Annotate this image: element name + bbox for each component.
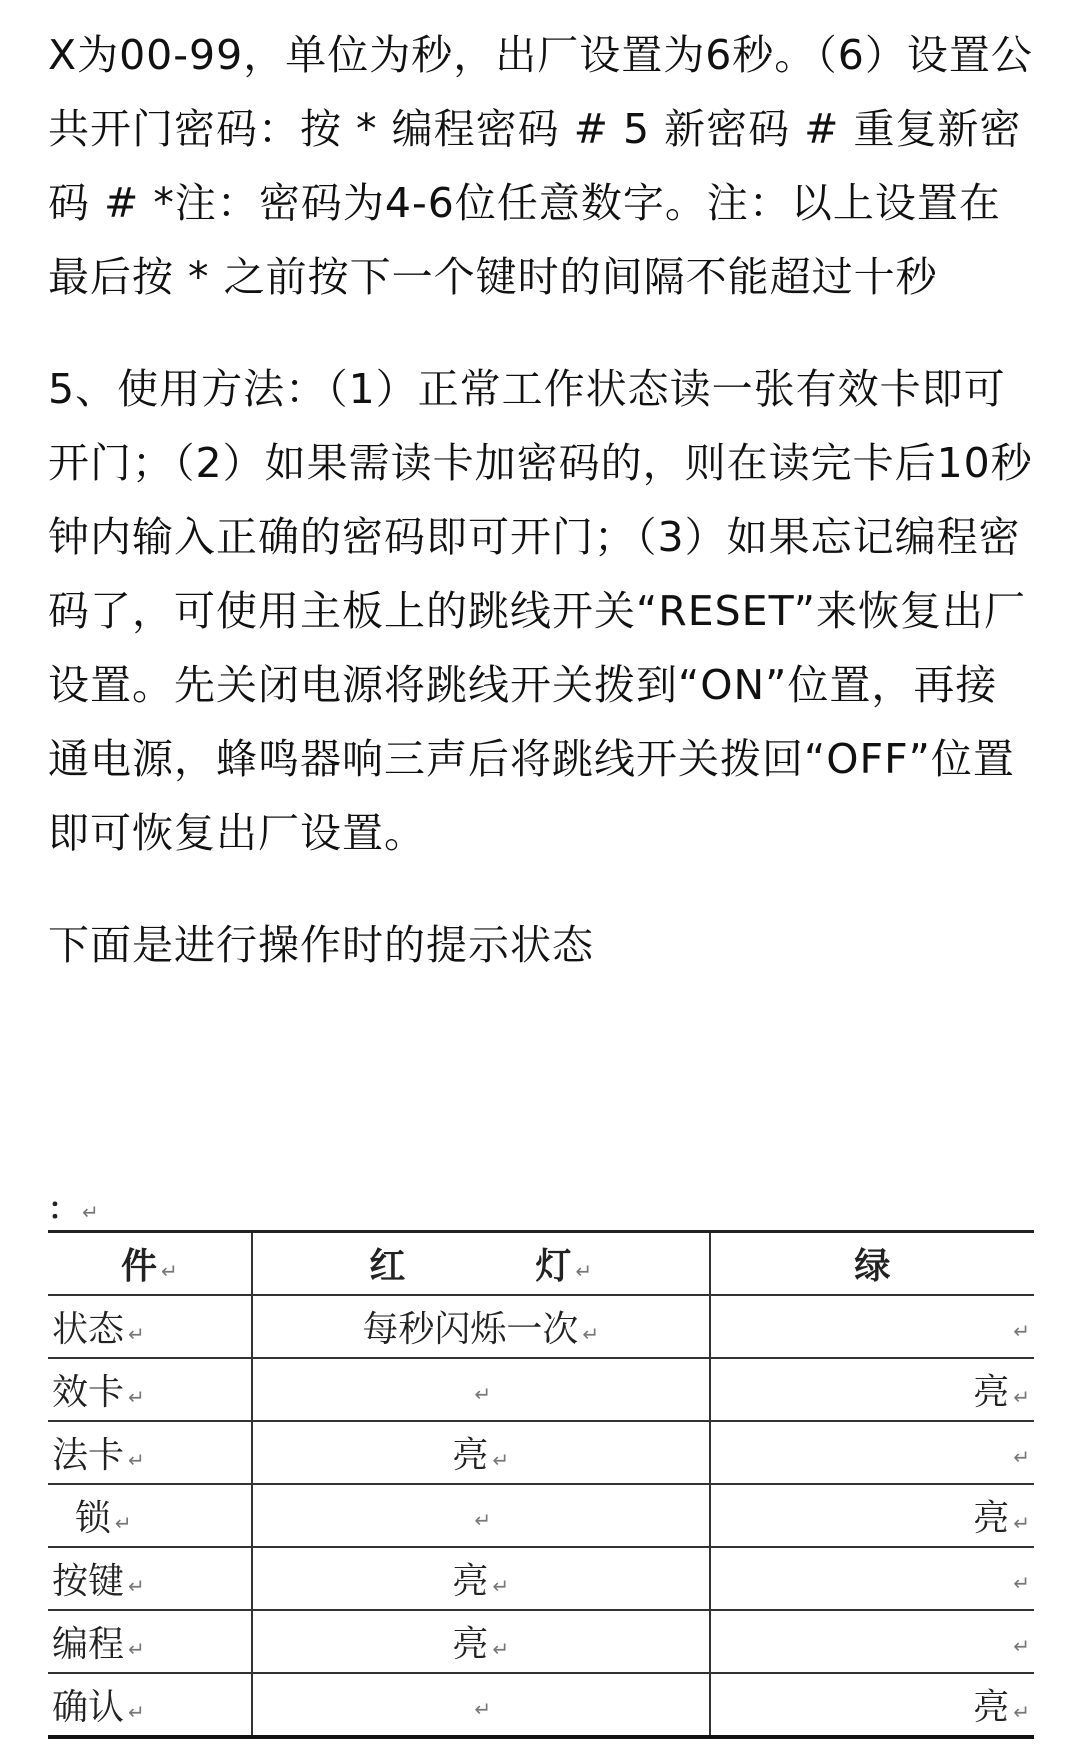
green-light-cell: 亮 ↵ — [710, 1484, 1034, 1547]
row-label: 按键 ↵ — [48, 1547, 252, 1610]
paragraph-password-settings: X为00-99，单位为秒，出厂设置为6秒。（6）设置公共开门密码：按 * 编程密码 # 5 新密码 # 重复新密码 # *注：密码为4-6位任意数字。注：以上设置在最后按 * 之前按下一个键时的间隔不能超过十秒 — [48, 31, 1033, 301]
row-label: 法卡 ↵ — [48, 1421, 252, 1484]
table-row — [48, 1295, 1034, 1358]
table-row — [48, 1673, 1034, 1737]
row-label: 编程 ↵ — [48, 1610, 252, 1673]
table-row — [48, 1358, 1034, 1421]
table-caption: ： ↵ — [48, 1192, 99, 1227]
green-light-cell: ↵ — [710, 1421, 1034, 1484]
table-row — [48, 1547, 1034, 1610]
table-row — [48, 1484, 1034, 1547]
red-light-cell: ↵ — [252, 1484, 710, 1547]
row-label: 状态 ↵ — [48, 1295, 252, 1358]
green-light-cell: 亮 ↵ — [710, 1673, 1034, 1737]
green-light-cell: 亮 ↵ — [710, 1358, 1034, 1421]
table-row — [48, 1421, 1034, 1484]
header-cell-red-light: 红 灯 ↵ — [252, 1232, 710, 1296]
green-light-cell: ↵ — [710, 1295, 1034, 1358]
paragraph-usage-method: 5、使用方法：（1）正常工作状态读一张有效卡即可开门；（2）如果需读卡加密码的，则在读完卡后10秒钟内输入正确的密码即可开门；（3）如果忘记编程密码了，可使用主板上的跳线开关“RESET”来恢复出厂设置。先关闭电源将跳线开关拨到“ON”位置，再接通电源，蜂鸣器响三声后将跳线开关拨回“OFF”位置即可恢复出厂设置。 — [48, 365, 1033, 857]
status-table — [48, 1230, 1034, 1739]
header-cell-green-light: 绿 — [710, 1232, 1034, 1296]
green-light-cell: ↵ — [710, 1610, 1034, 1673]
paragraph-status-intro: 下面是进行操作时的提示状态 — [48, 921, 594, 969]
table-header-row — [48, 1232, 1034, 1296]
article-body — [48, 18, 1034, 982]
red-light-cell: 亮 ↵ — [252, 1421, 710, 1484]
red-light-cell: 亮 ↵ — [252, 1610, 710, 1673]
red-light-cell: 亮 ↵ — [252, 1547, 710, 1610]
row-label: 锁 ↵ — [48, 1484, 252, 1547]
status-table-image — [48, 1170, 1034, 1750]
row-label: 确认 ↵ — [48, 1673, 252, 1737]
table-row — [48, 1610, 1034, 1673]
header-cell-item: 件 ↵ — [48, 1232, 252, 1296]
red-light-cell: ↵ — [252, 1358, 710, 1421]
red-light-cell: ↵ — [252, 1673, 710, 1737]
row-label: 效卡 ↵ — [48, 1358, 252, 1421]
red-light-cell: 每秒闪烁一次 ↵ — [252, 1295, 710, 1358]
green-light-cell: ↵ — [710, 1547, 1034, 1610]
